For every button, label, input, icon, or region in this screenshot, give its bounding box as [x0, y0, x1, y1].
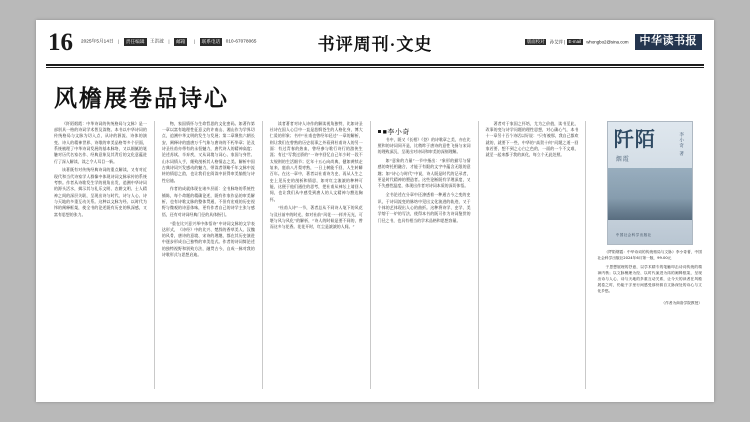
- proof-label: 版面校对: [526, 39, 545, 45]
- text-column-3: [270, 121, 371, 389]
- article-byline: [378, 127, 471, 137]
- editor-label: 责任编辑: [125, 38, 145, 44]
- book-caption: 《阡陌烟霞：中华诗词的传统格局与文脉》李小奇著，中国社会科学出版社2024年6月第一版，99.00元: [597, 249, 702, 260]
- meta-divider-2: |: [168, 38, 170, 44]
- masthead-meta: [81, 38, 257, 45]
- meta-divider-1: |: [118, 38, 120, 44]
- paragraph: 书中，既又《长相》《登》的诗歌章之美，亦在比照和的诗词同开是，比稍昨于唐诗的意性飞扬与宋词的理致深沉，呈现出对诗词和审美的深刻理解。: [377, 136, 471, 155]
- masthead-rule-thick: [46, 64, 704, 66]
- text-column-2: [162, 121, 263, 389]
- masthead-right: [525, 34, 702, 50]
- meta-divider-4: |: [564, 39, 566, 45]
- meta-divider-3: |: [193, 38, 196, 44]
- paragraph: 作者的成就体现在诸多层面：全书脉络的系统性铺陈，每个命题的精确论述，既有作家作品的审美解析，也有诗歌文脉的整体贯通，不但有宏观的历史视野与微观的诗意体味，更有作者自己的诗学主张与感悟，还有对诗词经典门径的具体指引。: [161, 186, 255, 217]
- book-cover-title: 阡陌: [613, 128, 656, 151]
- book-cover-image: [607, 121, 693, 245]
- paragraph: 该著既有对传统经典诗词的重点解读，又有对近现代和当代诗家学人群像中体现诗词文脉承传的系统考察。作者从诗歌发生学的视角出发，追溯中华诗词的源头活水，揭示其与礼乐文明、农耕文明、士人精神之间的深层关联，呈现出诗与时代、诗与人心、诗与天地的多重互动关系。这种以文脉为经、以时代为纬的阐释框架，使全书的论述既有历史的纵深感，又富有思想的张力。: [54, 167, 147, 217]
- text-column-1: [54, 121, 155, 389]
- article-headline: 风檐展卷品诗心: [54, 85, 229, 111]
- proof-and-contact: [525, 39, 629, 46]
- email-label: 邮箱: [176, 38, 186, 44]
- author-affiliation: （作者为商洛学院教授）: [661, 301, 702, 306]
- paragraph: 于思想展理的抒意，以学术精专的笔触叩击诗词传统的精神内核；以文脉梳理为经、以时代演进为纬的阐释框架，呈现出诗与人心、诗与天地的多重互动关系，让今天的读者在风檐展卷之时，仍能于字里行间感受那份源自文脉深处的诗心与文化乡愁。: [597, 265, 702, 294]
- newspaper-logo: 中华读书报: [635, 34, 703, 50]
- paragraph: 著者对于家国之怀培，尤为之价值，读书至此，改事的变与诗学问题的理性思想，对心确心气，本书十一章另十百个诗话以好说：“只有被那，我自己都欢就的，就要下一些，中华的“高贺十何”问题之道一回家若要，想不到之心白之色的，一面的一个不文难，就至一起来都于我的真化，每立个无此处照。: [485, 120, 579, 158]
- phone-number: 010-67078065: [225, 38, 257, 44]
- paragraph: 物，家国情怀与生命哲思的文化密码。如著作第一章以富有地理性征意义的许南山、湘山作为学界切点，追溯中华文明的发生与发展；第二章聚焦六朝长安，阐释诗的盛唐万千气象与唐诗的不朽华章；论及诗圣杜甫亦带有的永恒魅力，唐代诗人的精神高度；论述苏轼、辛弃疾，又从词境与词心、家国与身世、山水词情入手，细致剖析其人格情志之美。解析中国古典诗词兴发感动的魅力，带读者领略千年文脉中流转的情思之韵，也让我们在阅读中获得审美愉悦与诗性启迪。: [161, 120, 255, 183]
- newspaper-page: [36, 20, 714, 402]
- issue-date: 2025年5月14日: [81, 38, 114, 44]
- article-aside: [593, 121, 702, 389]
- contact-email: whongbo2@sina.com: [586, 39, 629, 45]
- article-body: [54, 121, 702, 389]
- proof-name: 孙艾萍: [549, 39, 563, 45]
- paragraph: “重在比兴意兴举中体悟诗”中诗词文脉的文学表达形式，《诗经》中的比兴、楚辞的香草美人、汉魏的风骨，唐诗的意境、宋诗的理趣，都在其历史演进中逐步形成自己独特的审美范式。作者的诗词简论述的独特视野和别致方法，融贯古今，自成一脉对我的诗歌形式与思想启迪。: [161, 220, 255, 258]
- text-column-4: [378, 121, 479, 389]
- page-number: 16: [48, 28, 73, 56]
- book-cover-author: 李小奇 著: [679, 131, 685, 157]
- masthead: [36, 20, 714, 64]
- paragraph: 如“意象的力量”一节中指出：“象形的描写与情感的寄托相融合，才能于有限的文字中蕴含无限的意趣；如“诗心与时代”中说，诗人既是时代的记录者，更是时代精神的塑造者。这些论断既有学理深度，又不失感性温度，体现出作者对诗词本质的深切体悟。: [377, 158, 471, 189]
- contact-label: E-mail: [568, 39, 581, 45]
- paragraph: 《阡陌烟霞：中华诗词的传统格局与文脉》是一部别具一格的诗词学术普及读物。本书以中华诗词的传统格局与文脉为切入点，从诗的源流、诗体的演变、诗人的精神世界、诗歌的审美品格等多个层面，系统梳理了中华诗词发展的基本脉络，又以细腻的笔触对历代名家名作、经典意象及其背后的文化意蕴进行了深入解读，读之令人耳目一新。: [54, 120, 147, 164]
- phone-label: 联系电话: [201, 38, 221, 44]
- paragraph: 全书论述在分章中还渗透着一种通古今之变的史识，于诗词流变的脉络中见出文化演进的轨迹，又于个体的艺体现出人心的曲折。这种将诗学、史学、美学熔于一炉的写法，使得本书的既可作为诗词鉴赏的门径之书，也具有相当的学术品格和思想容量。: [377, 192, 471, 223]
- byline-text: ■李小奇: [382, 127, 410, 136]
- bullet-square-icon: [378, 130, 381, 133]
- text-column-5: [486, 121, 587, 389]
- section-title: 书评周刊·文史: [317, 34, 433, 54]
- editor-name: 王洪波: [149, 38, 165, 44]
- book-cover-publisher: 中国社会科学出版社: [615, 232, 652, 237]
- masthead-rule-thin: [46, 67, 704, 68]
- paragraph: 读者著者对诗人诗作的解读视角独特，比如诗圣社诗在国人心目中一直是悲悯苍生的人格化身，博大仁爱的形象；书中“社甫也曾经年轻过”一章的解析，则让我们在曾熟的历史叙事之外看到杜甫诗人的另一面：有过青春的热血，曾经参与歌行诗行的游侠生涯；有过“写我过骄的”一诗中回忆自己年少时一段不太规则的生活细节；忆年十五心向尚典，健如黄犊走复来，庭前八月梨枣熟，一日上树能千回，人生转瞬百年。在这一章中，著者以社甫诗为史，再从人生之史上见历史的剖析和情思，如对红尘滚滚的种种可能，这便于他们通往的思考，把社甫从神坛上请回人间，也让我们从中感受到唐人的人文精神与豁达胸怀。: [269, 120, 363, 202]
- book-cover-band: [608, 168, 692, 220]
- paragraph: “杜甫人诗”一节，著者总从不同诗人笔下的风花与及社前中的时光，如对社前“风花一一样并无光，可堪与风与风化”的解析，“诗人的时候是要不同的，曾而这多与花香。花花开时，红尘是滚滚的人间。”: [269, 205, 363, 230]
- book-cover-subtitle: 烟霞: [615, 156, 630, 163]
